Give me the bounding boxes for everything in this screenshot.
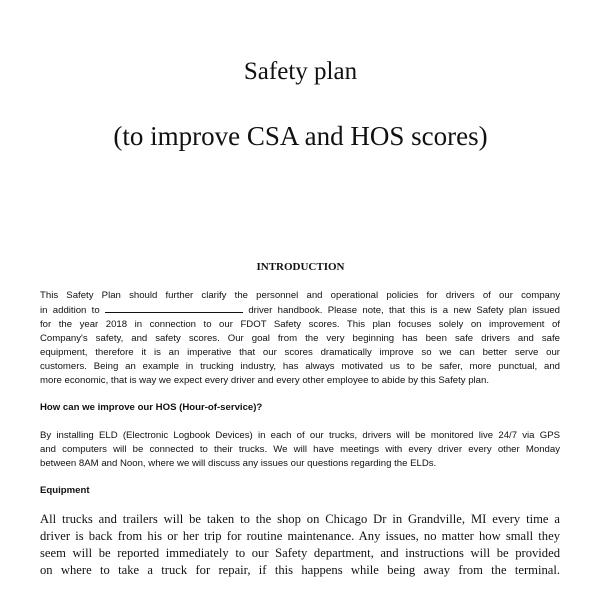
blank-fill-line <box>105 303 243 313</box>
document-subtitle: (to improve CSA and HOS scores) <box>113 121 488 151</box>
hos-paragraph <box>40 429 560 471</box>
text-segment: in addition to <box>40 305 100 316</box>
paragraph-line: and computers will be connected to their trucks. We will have meetings with every driver every other Monday <box>40 444 560 455</box>
paragraph-line: Company's safety, and safety scores. Our goal from the very beginning has been safe drivers and safe <box>40 333 560 344</box>
equipment-heading: Equipment <box>40 485 90 496</box>
paragraph-line: on where to take a truck for repair, if this happens while being away from the terminal. <box>40 563 560 577</box>
introduction-paragraph <box>40 289 560 388</box>
equipment-paragraph <box>40 511 560 579</box>
paragraph-line: for the year 2018 in connection to our FDOT Safety scores. This plan focuses solely on improvement of <box>40 319 560 330</box>
paragraph-line: more economic, that is way we expect every driver and every other employee to abide by this Safety plan. <box>40 375 489 386</box>
paragraph-line <box>40 303 560 318</box>
paragraph-line: seem will be reported immediately to our Safety department, and instructions will be provided <box>40 546 560 560</box>
paragraph-line: This Safety Plan should further clarify the personnel and operational policies for drivers of our company <box>40 290 560 301</box>
paragraph-line: All trucks and trailers will be taken to the shop on Chicago Dr in Grandville, MI every time a <box>40 512 560 526</box>
paragraph-line: between 8AM and Noon, where we will discuss any issues our questions regarding the ELDs. <box>40 458 437 469</box>
document-title: Safety plan <box>243 58 358 85</box>
paragraph-line: customers. Being an example in trucking industry, has always motivated us to be safer, more punctual, and <box>40 361 560 372</box>
introduction-heading: INTRODUCTION <box>256 261 345 273</box>
hos-heading: How can we improve our HOS (Hour-of-service)? <box>40 402 263 413</box>
paragraph-line: equipment, therefore it is an imperative that our scores dramatically improve so we can better serve our <box>40 347 560 358</box>
paragraph-line: driver is back from his or her trip for routine maintenance. Any issues, no matter how small they <box>40 529 560 543</box>
paragraph-line: By installing ELD (Electronic Logbook Devices) in each of our trucks, drivers will be monitored live 24/7 via GPS <box>40 430 560 441</box>
text-segment: driver handbook. Please note, that this is a new Safety plan issued <box>248 305 560 316</box>
